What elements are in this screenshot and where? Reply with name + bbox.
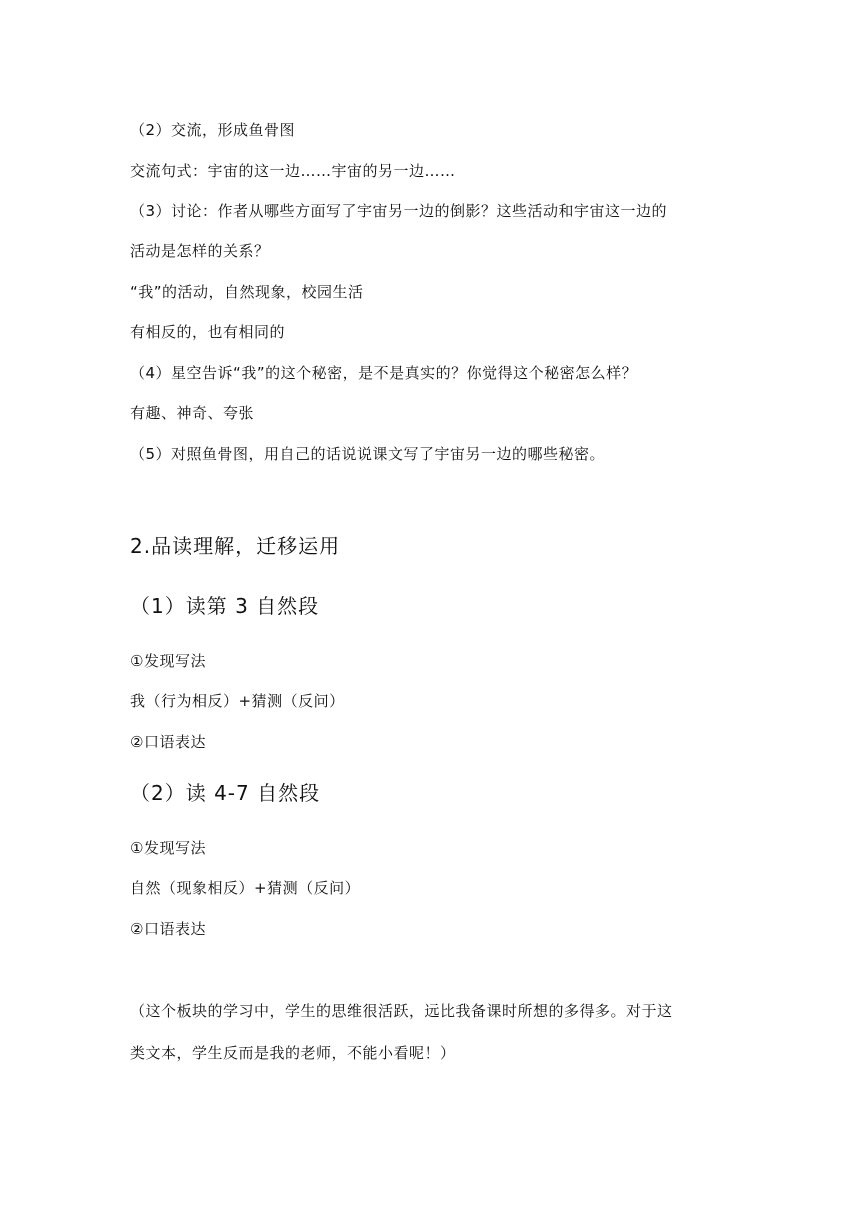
step-4-question: （4）星空告诉“我”的这个秘密，是不是真实的？你觉得这个秘密怎么样？ xyxy=(130,364,638,382)
step-5-task: （5）对照鱼骨图，用自己的话说说课文写了宇宙另一边的哪些秘密。 xyxy=(130,445,606,463)
subsection-heading-1: （1）读第 3 自然段 xyxy=(130,594,320,618)
answer-secret-quality: 有趣、神奇、夸张 xyxy=(130,404,255,422)
subsection-2-pattern: 自然（现象相反）+猜测（反问） xyxy=(130,879,361,897)
section-heading: 2.品读理解，迁移运用 xyxy=(130,534,341,558)
answer-relationship: 有相反的，也有相同的 xyxy=(130,323,286,341)
subsection-1-step-2: ②口语表达 xyxy=(130,733,206,751)
step-2-exchange: （2）交流，形成鱼骨图 xyxy=(130,121,296,139)
subsection-1-pattern: 我（行为相反）+猜测（反问） xyxy=(130,692,345,710)
exchange-sentence-pattern: 交流句式：宇宙的这一边……宇宙的另一边…… xyxy=(130,162,456,180)
step-3-discussion-line-2: 活动是怎样的关系？ xyxy=(130,242,270,260)
teacher-reflection-line-1: （这个板块的学习中，学生的思维很活跃，远比我备课时所想的多得多。对于这 xyxy=(130,1002,673,1020)
subsection-2-step-1: ①发现写法 xyxy=(130,839,206,857)
step-3-discussion-line-1: （3）讨论：作者从哪些方面写了宇宙另一边的倒影？这些活动和宇宙这一边的 xyxy=(130,202,668,220)
subsection-heading-2: （2）读 4-7 自然段 xyxy=(130,781,321,805)
answer-activities: “我”的活动，自然现象，校园生活 xyxy=(130,283,364,301)
teacher-reflection-line-2: 类文本，学生反而是我的老师，不能小看呢！） xyxy=(130,1044,456,1062)
subsection-1-step-1: ①发现写法 xyxy=(130,652,206,670)
subsection-2-step-2: ②口语表达 xyxy=(130,920,206,938)
